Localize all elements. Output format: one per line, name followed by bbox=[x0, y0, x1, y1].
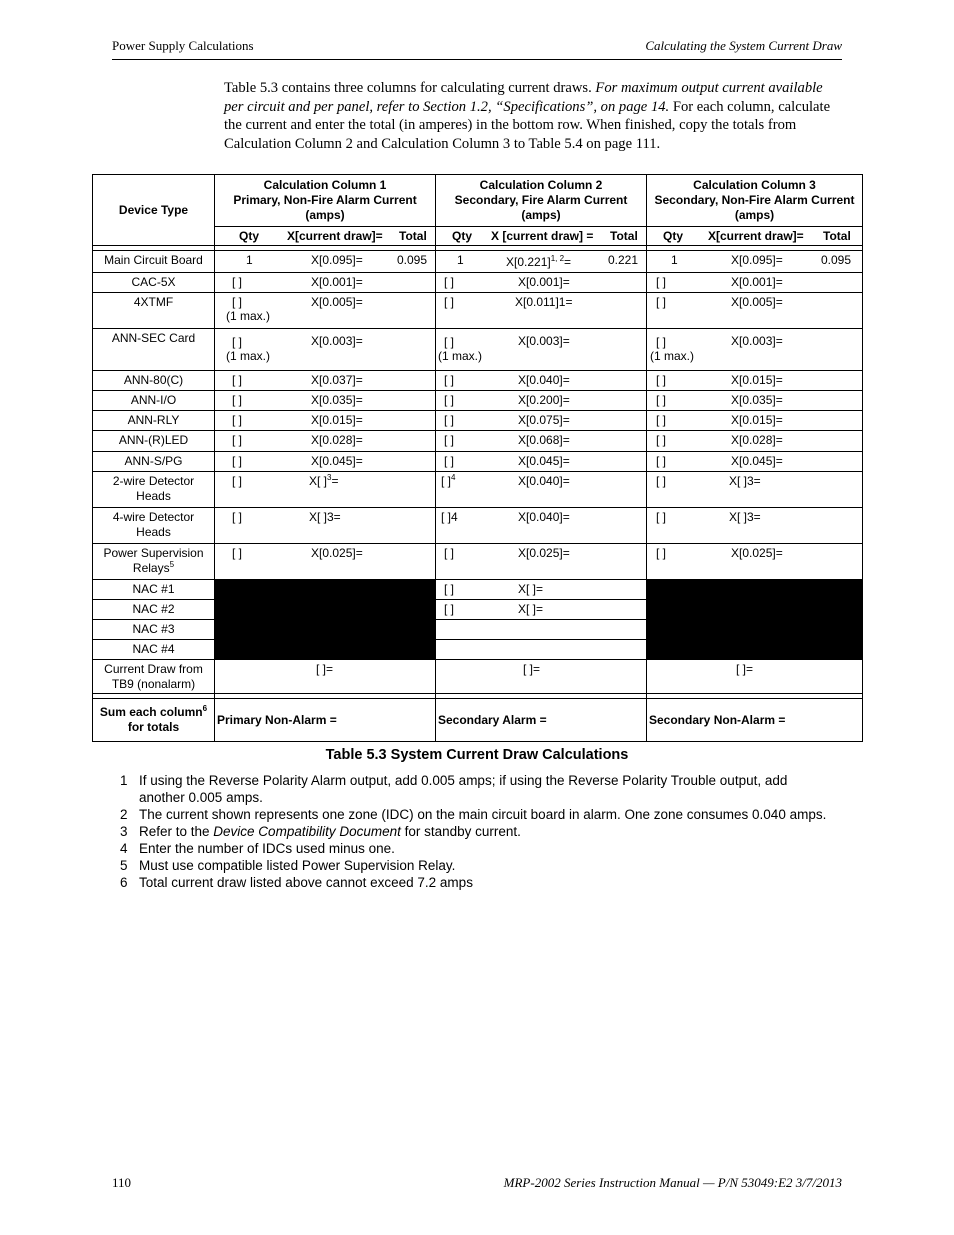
sum-row: Sum each column$^6$ for totals Primary Non-Alarm = Secondary Alarm = Secondary Non-Alarm = bbox=[93, 699, 863, 742]
table-row: 4XTMF [ ] (1 max.) X[0.005]= [ ] X[0.011]1= [ ] X[0.005]= bbox=[93, 293, 863, 329]
table-row: ANN-80(C) [ ] X[0.037]= [ ] X[0.040]= [ ] X[0.015]= bbox=[93, 371, 863, 391]
table-row: NAC #1 [ ] X[ ]= bbox=[93, 580, 863, 600]
table-caption: Table 5.3 System Current Draw Calculations bbox=[325, 747, 629, 763]
table-subheader-row: Qty X[current draw]= Total Qty X [current draw] = Total Qty X[current draw]= Total bbox=[93, 227, 863, 246]
table-row: 2-wire Detector Heads [ ] X[ ]$^3$= [ ]$^4$ X[0.040]= [ ] X[ ]3= bbox=[93, 472, 863, 508]
header-rule bbox=[112, 59, 842, 60]
footnote: 2 The current shown represents one zone (IDC) on the main circuit board in alarm. One zone consumes 0.040 amps. bbox=[120, 807, 827, 822]
current-draw-table bbox=[92, 174, 863, 742]
table-row: NAC #4 bbox=[93, 640, 863, 660]
table-row: NAC #3 bbox=[93, 620, 863, 640]
device-type-header: Device Type bbox=[93, 175, 215, 246]
footnote: 1 If using the Reverse Polarity Alarm output, add 0.005 amps; if using the Reverse Polarity Trouble output, add another 0.005 amps. bbox=[120, 773, 788, 805]
table-row: NAC #2 [ ] X[ ]= bbox=[93, 600, 863, 620]
table-row: Current Draw from TB9 (nonalarm) [ ]= [ ]= [ ]= bbox=[93, 660, 863, 694]
table-header-row bbox=[93, 175, 863, 227]
footnote: 5 Must use compatible listed Power Supervision Relay. bbox=[120, 858, 456, 873]
blocked-cell bbox=[215, 580, 436, 660]
footnote: 3 Refer to the Device Compatibility Document for standby current. bbox=[120, 824, 521, 839]
col2-header: Calculation Column 2 Secondary, Fire Alarm Current (amps) bbox=[436, 175, 647, 227]
table-row: ANN-(R)LED [ ] X[0.028]= [ ] X[0.068]= [ ] X[0.028]= bbox=[93, 431, 863, 452]
table-row: ANN-I/O [ ] X[0.035]= [ ] X[0.200]= [ ] X[0.035]= bbox=[93, 391, 863, 411]
secondary-alarm-total: Secondary Alarm = bbox=[436, 699, 647, 742]
secondary-non-alarm-total: Secondary Non-Alarm = bbox=[647, 699, 863, 742]
page-number: 110 bbox=[112, 1175, 132, 1190]
footnote: 4 Enter the number of IDCs used minus one. bbox=[120, 841, 395, 856]
table-row: 4-wire Detector Heads [ ] X[ ]3= [ ]4 X[0.040]= [ ] X[ ]3= bbox=[93, 508, 863, 544]
col3-header: Calculation Column 3 Secondary, Non-Fire Alarm Current (amps) bbox=[647, 175, 863, 227]
table-row: CAC-5X [ ] X[0.001]= [ ] X[0.001]= [ ] X[0.001]= bbox=[93, 273, 863, 293]
intro-paragraph: Table 5.3 contains three columns for calculating current draws. For maximum output current available per circuit and per panel, refer to Section 1.2, “Specifications”, on page 14. For each column, calculate the current and enter the total (in amperes) in the bottom row. When finished, copy the totals from Calculation Column 2 and Calculation Column 3 to Table 5.4 on page 111. bbox=[224, 80, 831, 152]
footnote: 6 Total current draw listed above cannot exceed 7.2 amps bbox=[120, 875, 473, 890]
running-header-right: Calculating the System Current Draw bbox=[645, 38, 842, 53]
footnotes bbox=[120, 772, 830, 891]
table-row: ANN-RLY [ ] X[0.015]= [ ] X[0.075]= [ ] X[0.015]= bbox=[93, 411, 863, 431]
table-row: ANN-S/PG [ ] X[0.045]= [ ] X[0.045]= [ ] X[0.045]= bbox=[93, 452, 863, 472]
blocked-cell bbox=[647, 580, 863, 660]
footer-manual-title: MRP-2002 Series Instruction Manual — P/N 53049:E2 3/7/2013 bbox=[503, 1175, 842, 1190]
intro-italic-reference: For maximum output current available per circuit and per panel, refer to Section 1.2, “Specifications”, on page 14. bbox=[224, 80, 823, 115]
running-header-left: Power Supply Calculations bbox=[112, 38, 254, 53]
table-row: Main Circuit Board 1 X[0.095]= 0.095 1 $X[0.221]^{1, 2}=$ 0.221 1 X[0.095]= 0.095 bbox=[93, 251, 863, 273]
table-row: Power Supervision Relays$^5$ [ ] X[0.025]= [ ] X[0.025]= [ ] X[0.025]= bbox=[93, 544, 863, 580]
table-row: ANN-SEC Card [ ] (1 max.) X[0.003]= [ ] (1 max.) X[0.003]= [ ] (1 max.) X[0.003]= bbox=[93, 329, 863, 371]
primary-non-alarm-total: Primary Non-Alarm = bbox=[215, 699, 436, 742]
col1-header: Calculation Column 1 Primary, Non-Fire Alarm Current (amps) bbox=[215, 175, 436, 227]
